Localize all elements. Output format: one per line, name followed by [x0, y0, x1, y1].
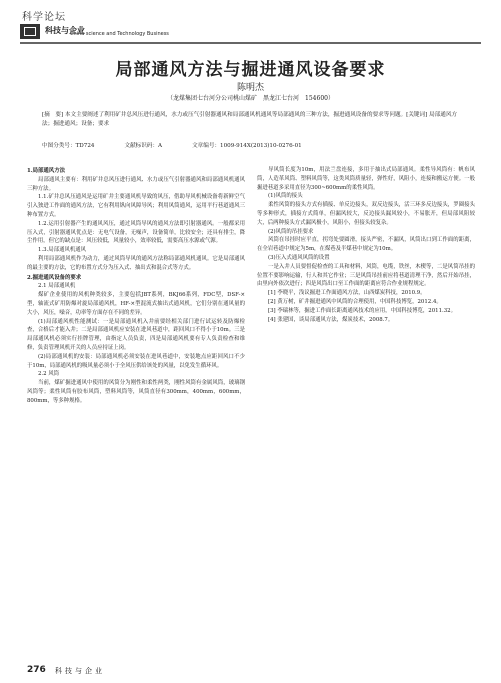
paragraph: 2.1 局部通风机	[38, 283, 76, 290]
paragraph: 柔性风筒的接头方式有插接、单反边接头，双反边接头，活三环多反边接头，罗圈接头等多种形式，插接方式简单，但漏风较大，反边接头漏风较小，不易胀开，但局部风阻较大，后两种接头方式漏风极小，风阻小，但接头较复杂。	[257, 202, 475, 226]
paragraph: [1] 李晓平，浅议掘进工作面通风方法，山西煤炭科技，2010.9。	[268, 290, 426, 297]
article-title: 局部通风方法与掘进通风设备要求	[115, 60, 386, 80]
paragraph: [2] 黄万树，矿井掘进通风中风筒的合理使用，中国科技博览，2012.4。	[268, 298, 442, 305]
paragraph: 1.2.运用引射器产生的通风风压，通过风筒导风的通风方法即引射器通风。一般都采用压入式，引射器通风优点是：无电气设备，无噪声，设备简单，比较安全；还具有排尘，降尘作用，但它的缺点是：风压较低，风量较小，效率较低，需要高压水源或气源。	[27, 220, 245, 245]
paragraph: (1)风筒的接头	[268, 193, 303, 200]
document-code: 文献标识码：A	[124, 143, 163, 149]
footer-journal-name: 科技与企业	[55, 667, 105, 675]
paragraph: 当前，煤矿掘进通风中使用的风筒分为刚性和柔性两类，刚性风筒有金属风筒，玻璃钢风筒等；柔性风筒有胶布风筒，塑料风筒等，风筒直径有300mm，400mm，600mm，800mm，等多种规格。	[27, 380, 245, 404]
affiliation: （龙煤集团七台河分公司桃山煤矿 黑龙江七台河 154600）	[167, 95, 334, 102]
section-heading: 1.局部通风方法	[27, 168, 65, 174]
article-meta	[42, 141, 460, 149]
right-column	[257, 166, 475, 324]
section-heading: 2.掘进通风设备的要求	[27, 274, 82, 281]
paragraph: 1.3.局部通风机通风	[38, 247, 87, 254]
paragraph: (1)局部通风机性能测试：一是局部通风机入井前要经相关部门进行试运转及防爆检查，合格后才能入井；二是局部通风机应安装在进风巷道中，距回风口不得小于10m。三是局部通风机必须实行挂牌管理，由指定人员负责，四是局部通风机要有专人负责检查和维修，负责管理风机开关的人员应持证上岗。	[27, 318, 245, 351]
paragraph: 局部通风主要有：利用矿井总风压进行通风、水力或压气引射器通风和局部通风机通风三种方法。	[27, 176, 245, 192]
article-number: 文章编号：1009-914X(2013)10-0276-01	[192, 143, 302, 149]
paragraph: 1.1.矿井总风压通风是运用矿井主要通风机导致的风压，借助导风机械设备将新鲜空气引入独进工作面的通风方法，它有利用纵向风障导风；利用风筒通风，运用平行巷道通风三种布置方式。	[27, 194, 245, 218]
paragraph: [4] 张建国，谈局部通风方法，煤炭技术，2008.7。	[268, 316, 394, 323]
journal-name-en: China science and Technology Business	[70, 31, 169, 37]
paragraph: 煤矿企业使用的风机种类较多，主要包括JBT系列，BKJ66系列，FDC型，DSF-×型，轴流式矿用防爆对旋局部通风机，HF-×型混流式抽出式通风机，它们分别在通风量的大小，风压，噪音，功率等方面存在不同的差异。	[27, 292, 245, 316]
paragraph: 利用局部通风机作为动力，通过风筒导风的通风方法称局部通风机通风。它是局部通风的最主要的方法，它的布置方式分为压入式、抽出式和混合式等方式。	[27, 255, 245, 271]
paragraph: (3)压入式通风风筒的设置	[268, 254, 330, 261]
header-rule	[20, 42, 481, 44]
author: 陈明杰	[236, 83, 264, 93]
page-number: 276	[27, 665, 46, 675]
paragraph: 导风筒长度为10m，用法兰盘连接，多用于抽出式局部通风。柔性导风筒有：帆布风筒，人造革风筒、塑料风筒等，这类风筒质量轻，弹性好，风阻小，连接和搬运方便。一般掘进巷道多采用直径为300~600mm的柔性风筒。	[257, 167, 475, 191]
paragraph: (2)风筒的吊挂要求	[268, 228, 314, 235]
paragraph: 2.2 风筒	[38, 371, 60, 378]
section-label: 科学论坛	[22, 12, 66, 23]
left-column	[27, 166, 245, 406]
paragraph: [3] 李瑞林等，掘进工作面长距离通风技术的应用，中国科技博览，2011.32。	[268, 307, 456, 314]
journal-name: 科技与企业	[45, 25, 85, 35]
paragraph: 风筒在吊挂时应平直，拐弯处要圆滑，接头严密，不漏风，风筒出口到工作面的距离，在全岩巷道中规定为5m，在煤巷及半煤巷中规定为10m。	[257, 237, 475, 253]
journal-logo	[20, 24, 40, 39]
paragraph: (2)局部通风机的安装：局部通风机必须安装在进风巷道中，安装地点应距回风口不少于10m，局部通风机的吸风量必须小于全风压供给该处的风量，以免发生循环风。	[27, 353, 245, 369]
clc-number: 中图分类号：TD724	[42, 143, 95, 149]
abstract: [摘 要] 本文主要阐述了利用矿井总风压进行通风，水力或压气引射器通风和局部通风机通风等局部通风的三种方法，掘进通风设备的要求等问题。[关键词] 局部通风方法；掘进通风；设备；要求	[42, 112, 458, 127]
paragraph: 一是入井人员要督促检查的工具和材料，风筒，电缆，铁丝，木楔等，二是风筒吊挂的位置不要影响运输，行人和其它作业；三是风筒吊挂前应将巷道清理干净，然后开始吊挂，由里向外依次进行；四是风筒出口至工作面的距离应符合作业规程规定。	[257, 263, 475, 288]
